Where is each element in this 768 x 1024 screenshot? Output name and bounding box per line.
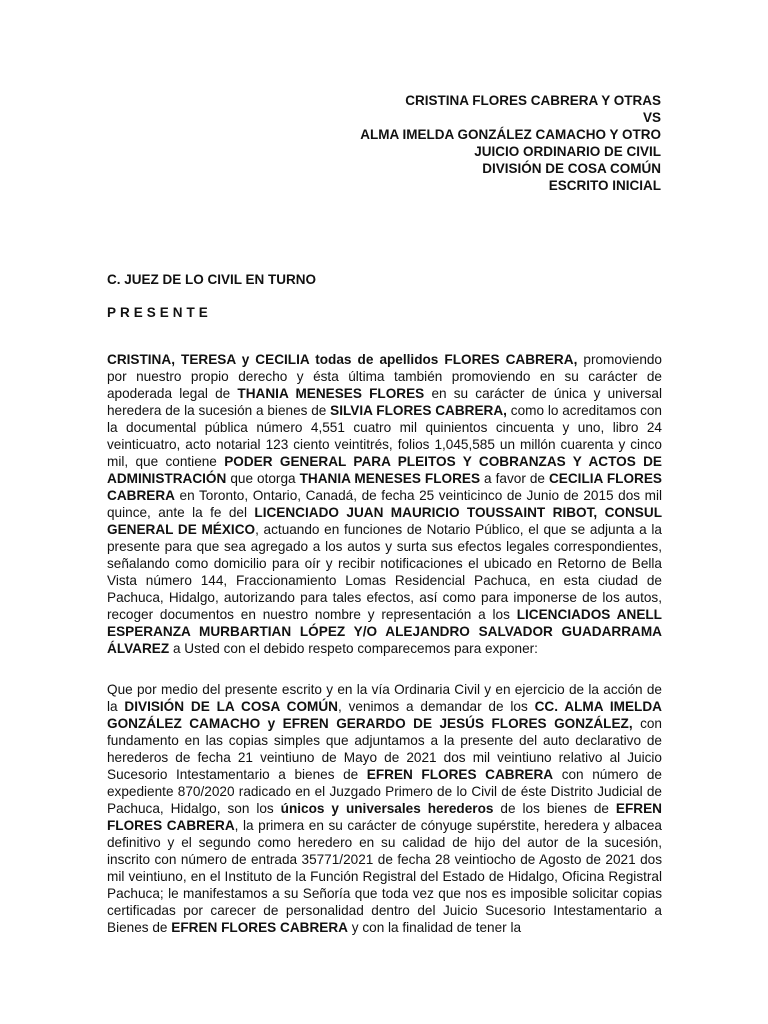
caption-plaintiffs: CRISTINA FLORES CABRERA Y OTRAS [405,93,661,108]
paragraph-introduction [107,351,662,657]
bold-text-run: CECILIA FLORES CABRERA [107,471,662,503]
text-run: promoviendo por nuestro propio derecho y ésta última también promoviendo en su carácter de apoderada legal de [107,352,662,401]
bold-text-run: DIVISIÓN DE LA COSA COMÚN [124,699,338,714]
presente-heading: PRESENTE [107,305,212,320]
text-run: en Toronto, Ontario, Canadá, de fecha 25 veinticinco de Junio de 2015 dos mil quince, ante la fe del [107,488,662,520]
caption-document-type: ESCRITO INICIAL [548,178,661,193]
text-run: a Usted con el debido respeto comparecemos para exponer: [169,641,538,656]
caption-defendants: ALMA IMELDA GONZÁLEZ CAMACHO Y OTRO [360,127,661,142]
text-run: de los bienes de [493,801,616,816]
case-caption [360,92,661,194]
text-run: , la primera en su carácter de cónyuge supérstite, heredera y albacea definitivo y el segundo como heredero en su calidad de hijo del autor de la sucesión, inscrito con número de entrada 35771/2021 de fecha 28 veintiocho de Agosto de 2021 dos mil veintiuno, en el Instituto de la Función Registral del Estado de Hidalgo, Oficina Registral Pachuca; le manifestamos a su Señoría que toda vez que nos es imposible solicitar copias certificadas por carecer de personalidad dentro del Juicio Sucesorio Intestamentario a Bienes de [107,818,662,935]
bold-text-run: LICENCIADOS ANELL ESPERANZA MURBARTIAN LÓPEZ Y/O ALEJANDRO SALVADOR GUADARRAMA ÁLVAREZ [107,607,662,656]
caption-matter: DIVISIÓN DE COSA COMÚN [482,161,661,176]
paragraph-claim [107,681,662,936]
bold-text-run: SILVIA FLORES CABRERA, [330,403,507,418]
caption-versus: VS [642,110,661,125]
text-run: a favor de [480,471,549,486]
addressee: C. JUEZ DE LO CIVIL EN TURNO [107,272,317,287]
text-run: que otorga [226,471,300,486]
bold-text-run: THANIA MENESES FLORES [237,386,425,401]
bold-text-run: CC. ALMA IMELDA GONZÁLEZ CAMACHO y EFREN GERARDO DE JESÚS FLORES GONZÁLEZ, [107,699,662,731]
text-run: y con la finalidad de tener la [347,920,522,935]
bold-text-run: EFREN FLORES CABRERA [107,801,662,833]
text-run: , venimos a demandar de los [337,699,535,714]
text-run: como lo acreditamos con la documental pública número 4,551 cuatro mil quinientos cincuenta y uno, libro 24 veinticuatro, acto notarial 123 ciento veintitrés, folios 1,045,585 un millón cuarenta y cinco mil, que contiene [107,403,662,469]
caption-trial-type: JUICIO ORDINARIO DE CIVIL [474,144,661,159]
bold-text-run: LICENCIADO JUAN MAURICIO TOUSSAINT RIBOT, CONSUL GENERAL DE MÉXICO [107,505,662,537]
bold-text-run: CRISTINA, TERESA y CECILIA todas de apellidos FLORES CABRERA, [107,352,578,367]
bold-text-run: EFREN FLORES CABRERA [171,920,348,935]
bold-text-run: EFREN FLORES CABRERA [366,767,554,782]
bold-text-run: THANIA MENESES FLORES [299,471,481,486]
text-run: Que por medio del presente escrito y en la vía Ordinaria Civil y en ejercicio de la acción de la [107,682,662,714]
bold-text-run: PODER GENERAL PARA PLEITOS Y COBRANZAS Y ACTOS DE ADMINISTRACIÓN [107,454,662,486]
bold-text-run: únicos y universales herederos [280,801,494,816]
text-run: , actuando en funciones de Notario Público, el que se adjunta a la presente para que sea agregado a los autos y surta sus efectos legales correspondientes, señalando como domicilio para oír y recibir notificaciones el ubicado en Retorno de Bella Vista número 144, Fraccionamiento Lomas Residencial Pachuca, en esta ciudad de Pachuca, Hidalgo, autorizando para tales efectos, así como para imponerse de los autos, recoger documentos en nuestro nombre y representación a los [107,522,662,622]
text-run: en su carácter de única y universal heredera de la sucesión a bienes de [107,386,662,418]
text-run: con número de expediente 870/2020 radicado en el Juzgado Primero de lo Civil de éste Distrito Judicial de Pachuca, Hidalgo, son los [107,767,662,816]
text-run: con fundamento en las copias simples que adjuntamos a la presente del auto declarativo de herederos de fecha 21 veintiuno de Mayo de 2021 dos mil veintiuno relativo al Juicio Sucesorio Intestamentario a bienes de [107,716,662,782]
